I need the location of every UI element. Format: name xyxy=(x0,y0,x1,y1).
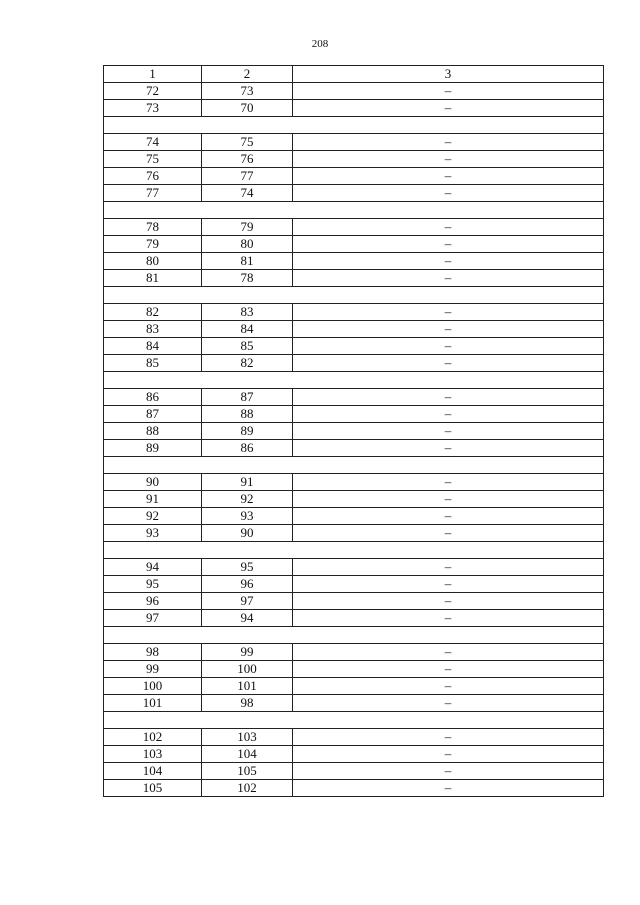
table-row xyxy=(104,780,604,797)
table-cell-col2: 84 xyxy=(202,321,293,338)
table-cell-col2: 79 xyxy=(202,219,293,236)
table-cell-col2: 105 xyxy=(202,763,293,780)
table-cell-col3: – xyxy=(293,559,604,576)
table-cell-col3: – xyxy=(293,321,604,338)
table-cell-col2: 97 xyxy=(202,593,293,610)
table-row xyxy=(104,83,604,100)
table-row xyxy=(104,253,604,270)
table-row xyxy=(104,593,604,610)
table-cell-col2: 96 xyxy=(202,576,293,593)
table-cell-col3: – xyxy=(293,644,604,661)
table-cell-col2: 102 xyxy=(202,780,293,797)
table-cell-col1: 85 xyxy=(104,355,202,372)
separator-cell xyxy=(104,202,604,219)
table-cell-col2: 95 xyxy=(202,559,293,576)
table-cell-col2: 87 xyxy=(202,389,293,406)
table-row xyxy=(104,678,604,695)
table-cell-col1: 98 xyxy=(104,644,202,661)
table-row xyxy=(104,474,604,491)
table-cell-col3: – xyxy=(293,389,604,406)
separator-row xyxy=(104,457,604,474)
header-cell-2: 2 xyxy=(202,66,293,83)
table-cell-col3: – xyxy=(293,270,604,287)
separator-cell xyxy=(104,372,604,389)
separator-cell xyxy=(104,712,604,729)
table-cell-col3: – xyxy=(293,491,604,508)
table-cell-col2: 85 xyxy=(202,338,293,355)
table-cell-col3: – xyxy=(293,168,604,185)
table-cell-col3: – xyxy=(293,780,604,797)
table-row xyxy=(104,185,604,202)
table-cell-col3: – xyxy=(293,695,604,712)
table-cell-col3: – xyxy=(293,134,604,151)
table-row xyxy=(104,746,604,763)
table-cell-col1: 103 xyxy=(104,746,202,763)
table-row xyxy=(104,610,604,627)
table-cell-col3: – xyxy=(293,508,604,525)
separator-row xyxy=(104,202,604,219)
table-row xyxy=(104,508,604,525)
table-body xyxy=(104,66,604,797)
table-cell-col3: – xyxy=(293,83,604,100)
table-cell-col1: 76 xyxy=(104,168,202,185)
separator-row xyxy=(104,372,604,389)
separator-cell xyxy=(104,627,604,644)
table-cell-col1: 72 xyxy=(104,83,202,100)
separator-row xyxy=(104,542,604,559)
table-cell-col3: – xyxy=(293,338,604,355)
table-row xyxy=(104,525,604,542)
table-row xyxy=(104,559,604,576)
table-cell-col1: 79 xyxy=(104,236,202,253)
table-cell-col3: – xyxy=(293,610,604,627)
table-cell-col3: – xyxy=(293,185,604,202)
separator-cell xyxy=(104,287,604,304)
table-cell-col1: 86 xyxy=(104,389,202,406)
table-cell-col3: – xyxy=(293,746,604,763)
separator-cell xyxy=(104,542,604,559)
separator-cell xyxy=(104,457,604,474)
table-cell-col1: 82 xyxy=(104,304,202,321)
table-cell-col2: 103 xyxy=(202,729,293,746)
table-cell-col2: 104 xyxy=(202,746,293,763)
separator-row xyxy=(104,287,604,304)
table-cell-col1: 101 xyxy=(104,695,202,712)
table-cell-col3: – xyxy=(293,474,604,491)
table-cell-col1: 73 xyxy=(104,100,202,117)
table-cell-col1: 96 xyxy=(104,593,202,610)
table-cell-col1: 97 xyxy=(104,610,202,627)
table-cell-col1: 95 xyxy=(104,576,202,593)
table-cell-col3: – xyxy=(293,355,604,372)
table-cell-col3: – xyxy=(293,406,604,423)
table-row xyxy=(104,695,604,712)
table-cell-col1: 75 xyxy=(104,151,202,168)
table-cell-col2: 101 xyxy=(202,678,293,695)
table-row xyxy=(104,355,604,372)
table-cell-col2: 94 xyxy=(202,610,293,627)
table-cell-col1: 81 xyxy=(104,270,202,287)
table-cell-col2: 82 xyxy=(202,355,293,372)
table-cell-col1: 77 xyxy=(104,185,202,202)
data-table xyxy=(103,65,604,797)
separator-row xyxy=(104,117,604,134)
table-cell-col2: 99 xyxy=(202,644,293,661)
table-cell-col1: 80 xyxy=(104,253,202,270)
table-cell-col3: – xyxy=(293,661,604,678)
table-cell-col2: 80 xyxy=(202,236,293,253)
table-cell-col2: 76 xyxy=(202,151,293,168)
table-cell-col3: – xyxy=(293,729,604,746)
table-cell-col3: – xyxy=(293,423,604,440)
table-cell-col1: 83 xyxy=(104,321,202,338)
table-cell-col2: 88 xyxy=(202,406,293,423)
table-row xyxy=(104,763,604,780)
table-cell-col1: 91 xyxy=(104,491,202,508)
table-row xyxy=(104,321,604,338)
separator-row xyxy=(104,712,604,729)
table-cell-col2: 89 xyxy=(202,423,293,440)
table-cell-col3: – xyxy=(293,593,604,610)
table-row xyxy=(104,644,604,661)
table-cell-col2: 90 xyxy=(202,525,293,542)
table-cell-col1: 93 xyxy=(104,525,202,542)
table-cell-col3: – xyxy=(293,440,604,457)
table-row xyxy=(104,491,604,508)
table-cell-col2: 74 xyxy=(202,185,293,202)
table-cell-col1: 87 xyxy=(104,406,202,423)
table-cell-col1: 104 xyxy=(104,763,202,780)
table-row xyxy=(104,729,604,746)
table-row xyxy=(104,134,604,151)
table-cell-col2: 77 xyxy=(202,168,293,185)
table-cell-col2: 92 xyxy=(202,491,293,508)
table-row xyxy=(104,406,604,423)
table-cell-col1: 99 xyxy=(104,661,202,678)
table-cell-col3: – xyxy=(293,151,604,168)
table-row xyxy=(104,151,604,168)
table-row xyxy=(104,270,604,287)
table-cell-col1: 100 xyxy=(104,678,202,695)
header-cell-3: 3 xyxy=(293,66,604,83)
table-row xyxy=(104,576,604,593)
table-row xyxy=(104,304,604,321)
header-cell-1: 1 xyxy=(104,66,202,83)
table-cell-col1: 84 xyxy=(104,338,202,355)
table-cell-col1: 102 xyxy=(104,729,202,746)
table-row xyxy=(104,423,604,440)
table-row xyxy=(104,168,604,185)
table-cell-col3: – xyxy=(293,100,604,117)
table-row xyxy=(104,440,604,457)
header-row xyxy=(104,66,604,83)
page-number: 208 xyxy=(311,38,329,50)
table-cell-col2: 98 xyxy=(202,695,293,712)
table-cell-col2: 78 xyxy=(202,270,293,287)
table-cell-col3: – xyxy=(293,576,604,593)
table-cell-col1: 105 xyxy=(104,780,202,797)
table-cell-col1: 94 xyxy=(104,559,202,576)
table-cell-col2: 100 xyxy=(202,661,293,678)
table-cell-col3: – xyxy=(293,525,604,542)
table-cell-col3: – xyxy=(293,678,604,695)
table-cell-col2: 73 xyxy=(202,83,293,100)
table-cell-col1: 88 xyxy=(104,423,202,440)
table-cell-col2: 75 xyxy=(202,134,293,151)
table-cell-col2: 70 xyxy=(202,100,293,117)
table-row xyxy=(104,661,604,678)
table-row xyxy=(104,219,604,236)
separator-row xyxy=(104,627,604,644)
separator-cell xyxy=(104,117,604,134)
table-cell-col3: – xyxy=(293,236,604,253)
table-row xyxy=(104,100,604,117)
table-cell-col2: 81 xyxy=(202,253,293,270)
table-cell-col2: 91 xyxy=(202,474,293,491)
table-row xyxy=(104,389,604,406)
table-cell-col1: 90 xyxy=(104,474,202,491)
table-cell-col2: 83 xyxy=(202,304,293,321)
table-row xyxy=(104,236,604,253)
table-cell-col2: 86 xyxy=(202,440,293,457)
table-cell-col2: 93 xyxy=(202,508,293,525)
table-row xyxy=(104,338,604,355)
table-cell-col1: 92 xyxy=(104,508,202,525)
table-cell-col3: – xyxy=(293,219,604,236)
table-cell-col1: 89 xyxy=(104,440,202,457)
table-cell-col1: 74 xyxy=(104,134,202,151)
table-cell-col3: – xyxy=(293,253,604,270)
table-cell-col3: – xyxy=(293,304,604,321)
table-cell-col1: 78 xyxy=(104,219,202,236)
table-cell-col3: – xyxy=(293,763,604,780)
